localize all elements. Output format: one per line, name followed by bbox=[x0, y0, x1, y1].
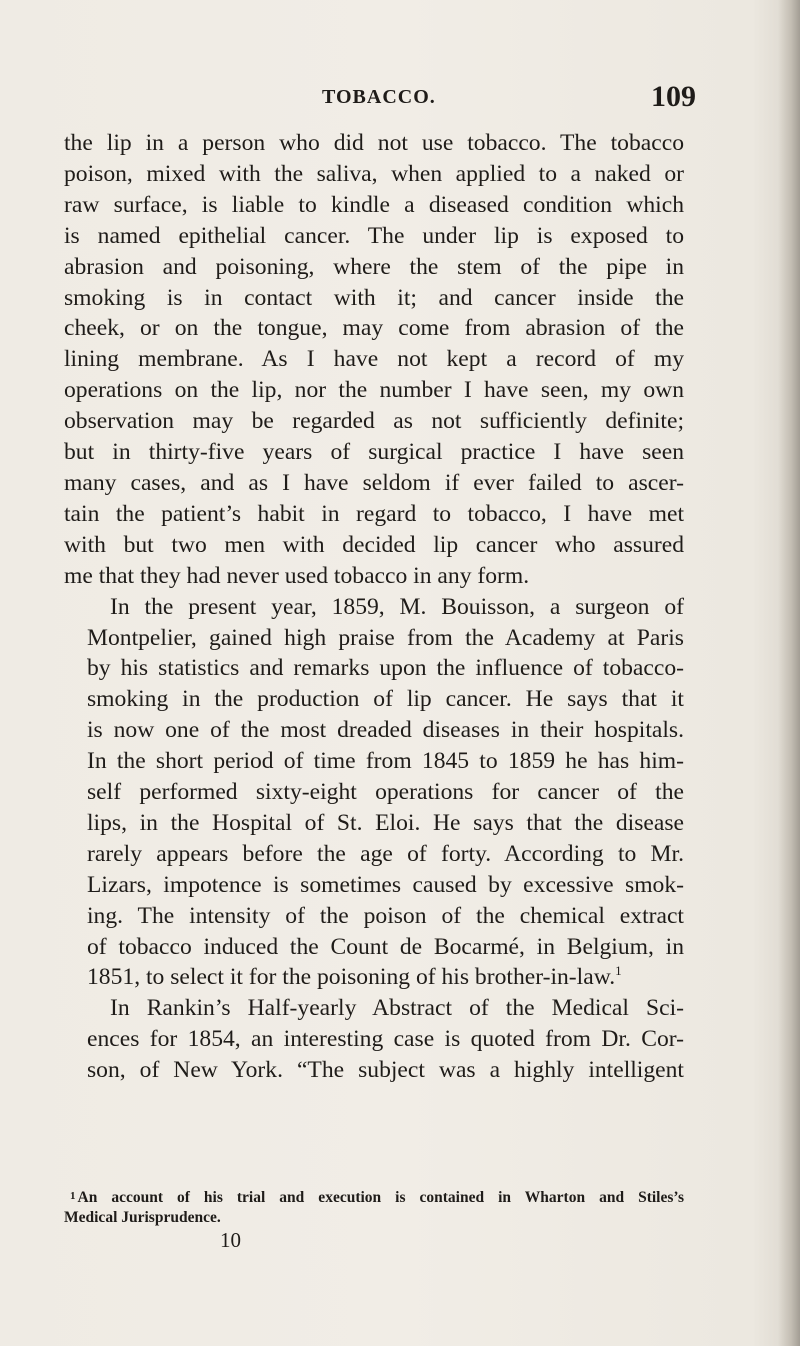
text-line: of tobacco induced the Count de Bocarmé, in Belgium, in bbox=[87, 933, 684, 960]
text-line: abrasion and poisoning, where the stem of the pipe in bbox=[64, 253, 684, 280]
text-line: smoking is in contact with it; and cancer inside the bbox=[64, 284, 684, 311]
footnote-marker: 1 bbox=[70, 1190, 76, 1202]
footnote bbox=[64, 1186, 684, 1228]
footnote-line bbox=[64, 1186, 684, 1208]
text-line: the lip in a person who did not use tobacco. The tobacco bbox=[64, 130, 684, 156]
text-line-content: 1851, to select it for the poisoning of his brother-in-law. bbox=[87, 964, 616, 991]
text-line: is named epithelial cancer. The under lip is exposed to bbox=[64, 222, 684, 249]
text-line: cheek, or on the tongue, may come from abrasion of the bbox=[64, 315, 684, 342]
paragraph-3 bbox=[64, 993, 684, 1086]
text-line: In the present year, 1859, M. Bouisson, a surgeon of bbox=[110, 593, 684, 620]
text-line: son, of New York. “The subject was a highly intelligent bbox=[87, 1057, 684, 1084]
text-line: smoking in the production of lip cancer. He says that it bbox=[87, 686, 684, 713]
text-line: many cases, and as I have seldom if ever failed to ascer- bbox=[64, 469, 684, 496]
text-line: with but two men with decided lip cancer who assured bbox=[64, 531, 684, 558]
text-line: rarely appears before the age of forty. According to Mr. bbox=[87, 840, 684, 867]
text-line: is now one of the most dreaded diseases in their hospitals. bbox=[87, 717, 684, 744]
footnote-line: Medical Jurisprudence. bbox=[64, 1209, 221, 1226]
text-line: me that they had never used tobacco in any form. bbox=[64, 562, 530, 589]
body-text bbox=[64, 128, 684, 1086]
paragraph-2 bbox=[64, 592, 684, 994]
page-edge-shadow bbox=[778, 0, 800, 1346]
text-line: raw surface, is liable to kindle a diseased condition which bbox=[64, 191, 684, 218]
text-line: Lizars, impotence is sometimes caused by excessive smok- bbox=[87, 871, 684, 898]
text-line: lips, in the Hospital of St. Eloi. He says that the disease bbox=[87, 809, 684, 836]
running-title: TOBACCO. bbox=[322, 86, 436, 108]
text-line: ing. The intensity of the poison of the chemical extract bbox=[87, 902, 684, 929]
text-line bbox=[64, 962, 684, 993]
paragraph-1 bbox=[64, 128, 684, 592]
text-line: ences for 1854, an interesting case is quoted from Dr. Cor- bbox=[87, 1026, 684, 1053]
text-line: lining membrane. As I have not kept a record of my bbox=[64, 346, 684, 373]
text-line: operations on the lip, nor the number I have seen, my own bbox=[64, 377, 684, 404]
text-line: Montpelier, gained high praise from the Academy at Paris bbox=[87, 624, 684, 651]
text-line: by his statistics and remarks upon the influence of tobacco- bbox=[87, 655, 684, 682]
text-line: In Rankin’s Half-yearly Abstract of the Medical Sci- bbox=[110, 995, 684, 1022]
page-number: 109 bbox=[651, 80, 696, 113]
text-line: observation may be regarded as not sufficiently definite; bbox=[64, 408, 684, 435]
text-line: self performed sixty-eight operations for cancer of the bbox=[87, 779, 684, 806]
signature-mark: 10 bbox=[220, 1228, 241, 1252]
text-line: In the short period of time from 1845 to 1859 he has him- bbox=[87, 748, 684, 775]
running-head bbox=[256, 80, 726, 120]
text-line: poison, mixed with the saliva, when applied to a naked or bbox=[64, 160, 684, 187]
footnote-text: An account of his trial and execution is contained in Wharton and Stiles’s bbox=[77, 1189, 684, 1206]
text-line: tain the patient’s habit in regard to tobacco, I have met bbox=[64, 500, 684, 527]
footnote-reference: 1 bbox=[615, 963, 622, 979]
text-line: but in thirty-five years of surgical practice I have seen bbox=[64, 439, 684, 466]
